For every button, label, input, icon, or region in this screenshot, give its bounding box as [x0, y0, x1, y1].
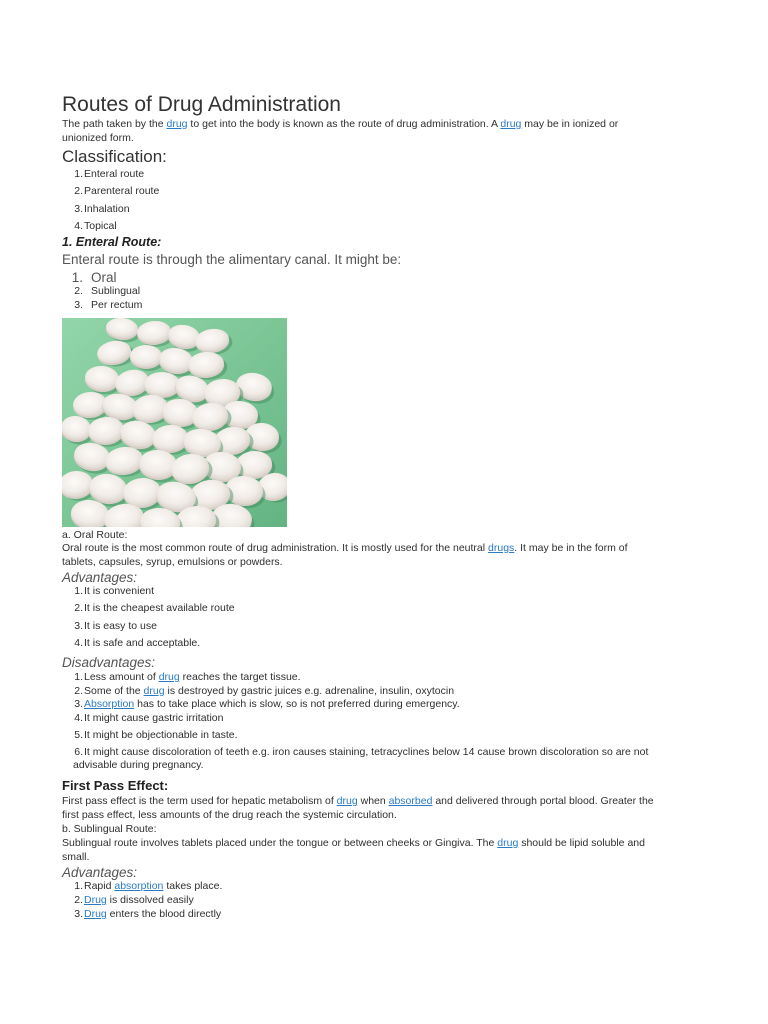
absorption-link[interactable]: Absorption: [84, 698, 135, 710]
pills-photo: [62, 318, 287, 527]
disadvantage-item: [66, 671, 301, 685]
intro-paragraph: [62, 118, 618, 145]
first-pass-heading: First Pass Effect:: [62, 778, 169, 793]
enteral-route-lead: Enteral route is through the alimentary canal. It might be:: [62, 252, 402, 267]
list-item-text: It is safe and acceptable.: [84, 637, 201, 649]
list-item-text: It is convenient: [84, 585, 155, 597]
disadvantage-item: [66, 712, 223, 726]
advantage-item: [66, 602, 235, 616]
list-number: 3.: [74, 698, 83, 710]
classification-item: [66, 220, 117, 234]
sublingual-route-paragraph: [62, 837, 645, 864]
list-item-text: takes place.: [163, 880, 223, 892]
oral-route-heading: a. Oral Route:: [62, 529, 128, 541]
classification-item: [66, 203, 130, 217]
disadvantage-item: [66, 746, 648, 760]
intro-text: may be in ionized or: [521, 118, 619, 130]
list-item-text: Parenteral route: [84, 185, 160, 197]
list-item-text: Less amount of: [84, 671, 159, 683]
drug-link[interactable]: drug: [500, 118, 522, 130]
oral-route-paragraph: [62, 542, 628, 569]
classification-item: [66, 185, 159, 199]
list-item-text: has to take place which is slow, so is not preferred during emergency.: [134, 698, 460, 710]
list-item-text: is dissolved easily: [106, 894, 194, 906]
list-number: 3.: [74, 908, 83, 920]
list-item-text: Sublingual: [91, 285, 141, 297]
paragraph-text: . It may be in the form of: [514, 542, 628, 554]
list-item-text: It might cause discoloration of teeth e.g. iron causes staining, tetracyclines below 14 cause brown discoloration so are not: [84, 746, 649, 758]
list-item-text: Inhalation: [84, 203, 130, 215]
enteral-item: [66, 269, 117, 286]
drug-link[interactable]: drug: [497, 837, 519, 849]
list-item-text: is destroyed by gastric juices e.g. adrenaline, insulin, oxytocin: [164, 685, 455, 697]
drug-link[interactable]: Drug: [84, 908, 107, 920]
first-pass-paragraph: [62, 795, 654, 822]
list-number: 1.: [71, 270, 83, 285]
list-number: 1.: [74, 671, 83, 683]
absorption-link[interactable]: absorption: [114, 880, 164, 892]
intro-text: to get into the body is known as the route of drug administration. A: [187, 118, 501, 130]
list-item-text: It is easy to use: [84, 620, 157, 632]
paragraph-text: Oral route is the most common route of drug administration. It is mostly used for the neutral: [62, 542, 489, 554]
list-item-text: It is the cheapest available route: [84, 602, 235, 614]
list-number: 4.: [74, 637, 83, 649]
disadvantage-item-continuation: advisable during pregnancy.: [73, 759, 204, 771]
list-item-text: reaches the target tissue.: [179, 671, 301, 683]
advantage-item: [66, 620, 157, 634]
paragraph-text: should be lipid soluble and: [518, 837, 645, 849]
sublingual-advantage-item: [66, 880, 222, 894]
list-item-text: enters the blood directly: [106, 908, 222, 920]
list-item-text: Rapid: [84, 880, 115, 892]
classification-heading: Classification:: [62, 147, 167, 166]
enteral-route-heading: 1. Enteral Route:: [62, 235, 162, 249]
list-item-text: Per rectum: [91, 299, 143, 311]
disadvantages-heading: Disadvantages:: [62, 655, 156, 670]
list-number: 1.: [74, 880, 83, 892]
advantages-heading: Advantages:: [62, 570, 138, 585]
list-item-text: Topical: [84, 220, 117, 232]
list-number: 2.: [74, 685, 83, 697]
drug-link[interactable]: drug: [143, 685, 165, 697]
list-number: 1.: [74, 585, 83, 597]
list-number: 2.: [74, 894, 83, 906]
sublingual-advantages-heading: Advantages:: [62, 865, 138, 880]
drug-link[interactable]: drug: [336, 795, 358, 807]
advantage-item: [66, 585, 154, 599]
list-number: 3.: [74, 203, 83, 215]
paragraph-text: Sublingual route involves tablets placed under the tongue or between cheeks or Gingiva. The: [62, 837, 498, 849]
drugs-link[interactable]: drugs: [488, 542, 515, 554]
paragraph-text: when: [357, 795, 389, 807]
sublingual-advantage-item: [66, 894, 194, 908]
absorbed-link[interactable]: absorbed: [388, 795, 433, 807]
list-number: 2.: [74, 185, 83, 197]
list-item-text: Oral: [91, 270, 117, 285]
list-number: 5.: [74, 729, 83, 741]
disadvantage-item: [66, 685, 454, 699]
list-number: 4.: [74, 712, 83, 724]
paragraph-text: small.: [62, 850, 90, 863]
enteral-item: [66, 299, 142, 313]
list-number: 4.: [74, 220, 83, 232]
list-number: 1.: [74, 168, 83, 180]
disadvantage-item: [66, 729, 238, 743]
advantage-item: [66, 637, 200, 651]
intro-text: unionized form.: [62, 131, 134, 144]
paragraph-text: tablets, capsules, syrup, emulsions or powders.: [62, 555, 283, 568]
list-number: 3.: [74, 299, 83, 311]
enteral-item: [66, 285, 140, 299]
list-number: 2.: [74, 602, 83, 614]
list-item-text: It might be objectionable in taste.: [84, 729, 238, 741]
list-number: 6.: [74, 746, 83, 758]
page-title: Routes of Drug Administration: [62, 93, 341, 116]
classification-item: [66, 168, 144, 182]
list-number: 2.: [74, 285, 83, 297]
paragraph-text: and delivered through portal blood. Greater the: [432, 795, 654, 807]
drug-link[interactable]: drug: [158, 671, 180, 683]
disadvantage-item: [66, 698, 460, 712]
list-item-text: Some of the: [84, 685, 144, 697]
paragraph-text: first pass effect, less amounts of the drug reach the systemic circulation.: [62, 808, 397, 821]
sublingual-advantage-item: [66, 908, 221, 922]
sublingual-route-heading: b. Sublingual Route:: [62, 823, 157, 835]
intro-text: The path taken by the: [62, 118, 167, 130]
list-item-text: It might cause gastric irritation: [84, 712, 224, 724]
paragraph-text: First pass effect is the term used for hepatic metabolism of: [62, 795, 337, 807]
drug-link[interactable]: Drug: [84, 894, 107, 906]
drug-link[interactable]: drug: [166, 118, 188, 130]
list-number: 3.: [74, 620, 83, 632]
list-item-text: Enteral route: [84, 168, 145, 180]
